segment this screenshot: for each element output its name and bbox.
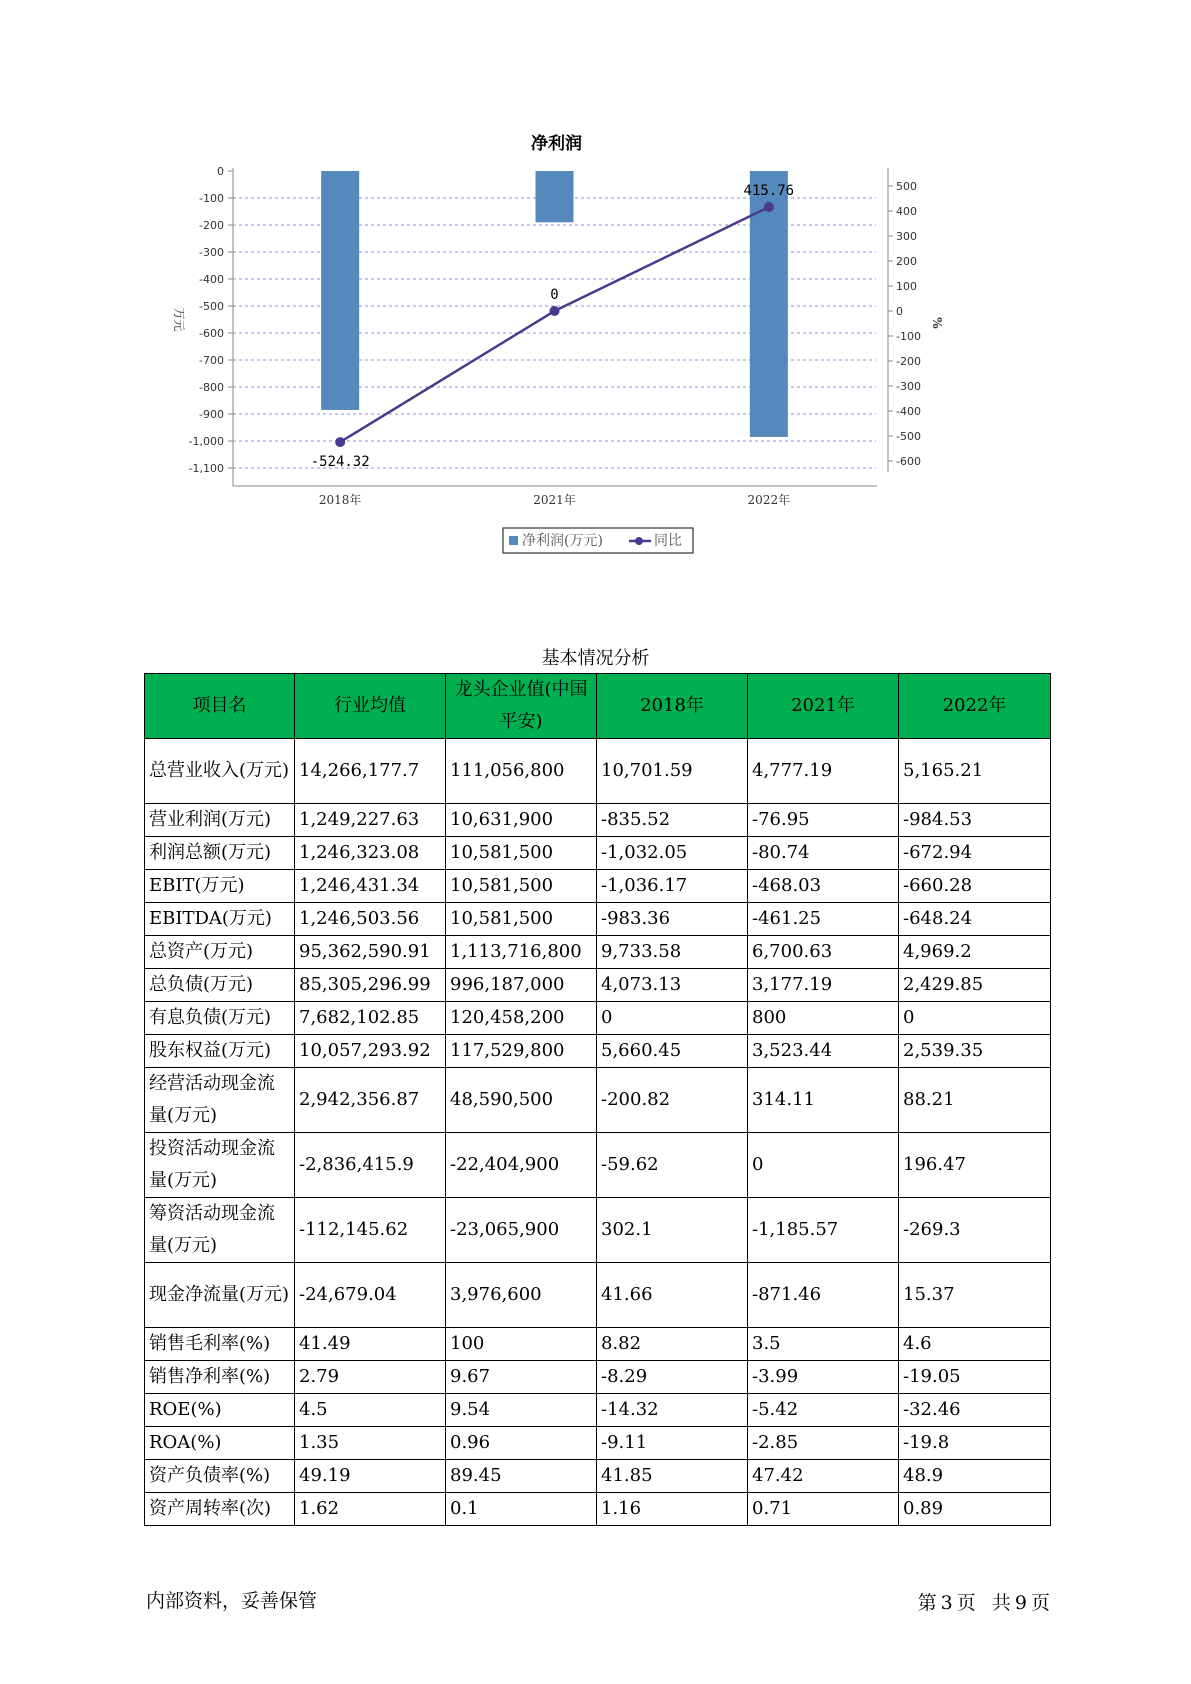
right-tick-label: 500 xyxy=(896,180,917,193)
table-cell: -23,065,900 xyxy=(446,1198,597,1263)
row-label: 总营业收入(万元) xyxy=(145,739,295,804)
table-cell: 4,073.13 xyxy=(597,969,748,1002)
table-cell: -32.46 xyxy=(899,1394,1051,1427)
table-row xyxy=(145,1002,1051,1035)
x-tick-label: 2022年 xyxy=(747,493,791,507)
table-cell: -984.53 xyxy=(899,804,1051,837)
right-tick-label: 200 xyxy=(896,255,917,268)
left-tick-label: -800 xyxy=(199,381,224,394)
total-suffix: 页 xyxy=(1030,1592,1050,1614)
table-cell: 6,700.63 xyxy=(748,936,899,969)
table-cell: 8.82 xyxy=(597,1328,748,1361)
table-row xyxy=(145,870,1051,903)
table-cell: -269.3 xyxy=(899,1198,1051,1263)
table-cell: -461.25 xyxy=(748,903,899,936)
table-row xyxy=(145,1068,1051,1133)
table-cell: 15.37 xyxy=(899,1263,1051,1328)
table-cell: -5.42 xyxy=(748,1394,899,1427)
page-prefix: 第 xyxy=(917,1592,937,1614)
right-tick-label: -500 xyxy=(896,430,921,443)
y-axis-label: 万元 xyxy=(172,307,186,332)
table-cell: 88.21 xyxy=(899,1068,1051,1133)
table-cell: -19.05 xyxy=(899,1361,1051,1394)
header-cell: 2021年 xyxy=(748,674,899,739)
table-cell: 117,529,800 xyxy=(446,1035,597,1068)
table-cell: -3.99 xyxy=(748,1361,899,1394)
table-cell: -80.74 xyxy=(748,837,899,870)
table-cell: 49.19 xyxy=(295,1460,446,1493)
row-label: 股东权益(万元) xyxy=(145,1035,295,1068)
table-row xyxy=(145,1263,1051,1328)
left-tick-label: 0 xyxy=(217,165,224,178)
legend-line-label: 同比 xyxy=(654,533,682,549)
footer-page-number xyxy=(914,1588,1050,1615)
chart-title: 净利润 xyxy=(531,134,582,154)
table-cell: 120,458,200 xyxy=(446,1002,597,1035)
chart-svg xyxy=(150,130,1050,600)
table-cell: -983.36 xyxy=(597,903,748,936)
table-cell: -1,032.05 xyxy=(597,837,748,870)
bar xyxy=(536,171,574,222)
table-cell: 314.11 xyxy=(748,1068,899,1133)
row-label: EBITDA(万元) xyxy=(145,903,295,936)
table-cell: 47.42 xyxy=(748,1460,899,1493)
left-tick-label: -900 xyxy=(199,408,224,421)
table-row xyxy=(145,1493,1051,1526)
table-cell: 10,581,500 xyxy=(446,837,597,870)
table-cell: 4.6 xyxy=(899,1328,1051,1361)
table-cell: -660.28 xyxy=(899,870,1051,903)
table-cell: -9.11 xyxy=(597,1427,748,1460)
table-cell: 9.54 xyxy=(446,1394,597,1427)
table-cell: 1.35 xyxy=(295,1427,446,1460)
table-cell: 10,581,500 xyxy=(446,870,597,903)
header-cell: 2018年 xyxy=(597,674,748,739)
table-cell: 3,177.19 xyxy=(748,969,899,1002)
row-label: 资产负债率(%) xyxy=(145,1460,295,1493)
row-label: EBIT(万元) xyxy=(145,870,295,903)
right-tick-label: -600 xyxy=(896,455,921,468)
table-cell: -112,145.62 xyxy=(295,1198,446,1263)
table-cell: 196.47 xyxy=(899,1133,1051,1198)
table-cell: -2,836,415.9 xyxy=(295,1133,446,1198)
bar xyxy=(321,171,359,410)
table-cell: 2,942,356.87 xyxy=(295,1068,446,1133)
table-cell: 1.16 xyxy=(597,1493,748,1526)
right-tick-label: 100 xyxy=(896,280,917,293)
table-cell: 2.79 xyxy=(295,1361,446,1394)
footer-confidential: 内部资料，妥善保管 xyxy=(146,1590,318,1612)
analysis-table xyxy=(144,673,1051,1526)
table-row xyxy=(145,1133,1051,1198)
table-cell: 0 xyxy=(899,1002,1051,1035)
page-mid: 页 xyxy=(956,1592,976,1614)
table-cell: 89.45 xyxy=(446,1460,597,1493)
table-cell: 3,523.44 xyxy=(748,1035,899,1068)
left-tick-label: -500 xyxy=(199,300,224,313)
table-cell: -14.32 xyxy=(597,1394,748,1427)
table-row xyxy=(145,1328,1051,1361)
line-series xyxy=(340,207,769,442)
row-label: 筹资活动现金流量(万元) xyxy=(145,1198,295,1263)
table-cell: -468.03 xyxy=(748,870,899,903)
row-label: ROE(%) xyxy=(145,1394,295,1427)
right-tick-label: 0 xyxy=(896,305,903,318)
table-cell: -1,185.57 xyxy=(748,1198,899,1263)
table-cell: -1,036.17 xyxy=(597,870,748,903)
table-cell: -59.62 xyxy=(597,1133,748,1198)
table-cell: -2.85 xyxy=(748,1427,899,1460)
total-prefix: 共 xyxy=(991,1592,1011,1614)
right-tick-label: 300 xyxy=(896,230,917,243)
table-cell: 14,266,177.7 xyxy=(295,739,446,804)
row-label: 总负债(万元) xyxy=(145,969,295,1002)
table-cell: 1,246,431.34 xyxy=(295,870,446,903)
table-cell: 2,539.35 xyxy=(899,1035,1051,1068)
table-cell: 10,581,500 xyxy=(446,903,597,936)
data-label: 0 xyxy=(550,287,559,303)
right-tick-label: -400 xyxy=(896,405,921,418)
legend-line-marker xyxy=(635,537,643,545)
table-cell: -672.94 xyxy=(899,837,1051,870)
table-cell: 4,777.19 xyxy=(748,739,899,804)
table-cell: 3,976,600 xyxy=(446,1263,597,1328)
table-cell: 95,362,590.91 xyxy=(295,936,446,969)
table-cell: 41.85 xyxy=(597,1460,748,1493)
table-row xyxy=(145,1035,1051,1068)
table-cell: 0.96 xyxy=(446,1427,597,1460)
row-label: 总资产(万元) xyxy=(145,936,295,969)
table-cell: -200.82 xyxy=(597,1068,748,1133)
table-row xyxy=(145,1394,1051,1427)
table-row xyxy=(145,903,1051,936)
table-cell: 0.1 xyxy=(446,1493,597,1526)
right-tick-label: -100 xyxy=(896,330,921,343)
table-cell: 5,165.21 xyxy=(899,739,1051,804)
table-cell: 9.67 xyxy=(446,1361,597,1394)
table-cell: -8.29 xyxy=(597,1361,748,1394)
table-title: 基本情况分析 xyxy=(541,648,650,669)
table-cell: 1.62 xyxy=(295,1493,446,1526)
table-cell: 7,682,102.85 xyxy=(295,1002,446,1035)
table-row xyxy=(145,837,1051,870)
table-cell: -22,404,900 xyxy=(446,1133,597,1198)
row-label: 营业利润(万元) xyxy=(145,804,295,837)
table-cell: -24,679.04 xyxy=(295,1263,446,1328)
header-cell: 行业均值 xyxy=(295,674,446,739)
header-cell: 2022年 xyxy=(899,674,1051,739)
table-row xyxy=(145,969,1051,1002)
table-cell: 10,057,293.92 xyxy=(295,1035,446,1068)
table-cell: 85,305,296.99 xyxy=(295,969,446,1002)
table-cell: 800 xyxy=(748,1002,899,1035)
table-cell: -648.24 xyxy=(899,903,1051,936)
table-cell: 1,246,323.08 xyxy=(295,837,446,870)
data-label: -524.32 xyxy=(310,454,370,471)
row-label: 经营活动现金流量(万元) xyxy=(145,1068,295,1133)
page-total: 9 xyxy=(1014,1592,1027,1614)
table-cell: 9,733.58 xyxy=(597,936,748,969)
left-tick-label: -300 xyxy=(199,246,224,259)
row-label: 投资活动现金流量(万元) xyxy=(145,1133,295,1198)
table-cell: -835.52 xyxy=(597,804,748,837)
right-tick-label: 400 xyxy=(896,205,917,218)
legend-bar-swatch xyxy=(509,536,518,545)
table-cell: -19.8 xyxy=(899,1427,1051,1460)
row-label: 有息负债(万元) xyxy=(145,1002,295,1035)
header-cell: 龙头企业值(中国平安) xyxy=(446,674,597,739)
table-row xyxy=(145,739,1051,804)
page-current: 3 xyxy=(940,1592,953,1614)
table-cell: -76.95 xyxy=(748,804,899,837)
table-cell: 0 xyxy=(597,1002,748,1035)
x-tick-label: 2021年 xyxy=(533,493,576,507)
net-profit-chart xyxy=(150,130,1050,600)
table-row xyxy=(145,936,1051,969)
left-tick-label: -700 xyxy=(199,354,224,367)
table-cell: 10,701.59 xyxy=(597,739,748,804)
left-tick-label: -1,100 xyxy=(188,462,224,475)
table-cell: 10,631,900 xyxy=(446,804,597,837)
line-point xyxy=(335,437,345,447)
table-row xyxy=(145,804,1051,837)
table-cell: 48.9 xyxy=(899,1460,1051,1493)
table-cell: 302.1 xyxy=(597,1198,748,1263)
table-cell: 100 xyxy=(446,1328,597,1361)
row-label: 现金净流量(万元) xyxy=(145,1263,295,1328)
table-row xyxy=(145,1361,1051,1394)
table-cell: 2,429.85 xyxy=(899,969,1051,1002)
left-tick-label: -1,000 xyxy=(188,435,224,448)
right-tick-label: -200 xyxy=(896,355,921,368)
table-row xyxy=(145,1198,1051,1263)
table-cell: 1,113,716,800 xyxy=(446,936,597,969)
line-point xyxy=(764,202,774,212)
left-tick-label: -200 xyxy=(199,219,224,232)
table-cell: 3.5 xyxy=(748,1328,899,1361)
row-label: 资产周转率(次) xyxy=(145,1493,295,1526)
data-label: 415.76 xyxy=(743,183,795,200)
table-cell: -871.46 xyxy=(748,1263,899,1328)
left-tick-label: -400 xyxy=(199,273,224,286)
table-cell: 5,660.45 xyxy=(597,1035,748,1068)
row-label: 销售毛利率(%) xyxy=(145,1328,295,1361)
table-cell: 1,246,503.56 xyxy=(295,903,446,936)
table-cell: 4,969.2 xyxy=(899,936,1051,969)
header-cell: 项目名 xyxy=(145,674,295,739)
table-cell: 48,590,500 xyxy=(446,1068,597,1133)
table-row xyxy=(145,1427,1051,1460)
table-cell: 1,249,227.63 xyxy=(295,804,446,837)
table-cell: 0.89 xyxy=(899,1493,1051,1526)
table-cell: 111,056,800 xyxy=(446,739,597,804)
table-cell: 0.71 xyxy=(748,1493,899,1526)
left-tick-label: -600 xyxy=(199,327,224,340)
row-label: 利润总额(万元) xyxy=(145,837,295,870)
table-cell: 4.5 xyxy=(295,1394,446,1427)
row-label: 销售净利率(%) xyxy=(145,1361,295,1394)
row-label: ROA(%) xyxy=(145,1427,295,1460)
legend-bar-label: 净利润(万元) xyxy=(522,533,603,549)
table-row xyxy=(145,1460,1051,1493)
table-header-row xyxy=(145,674,1051,739)
table-cell: 41.66 xyxy=(597,1263,748,1328)
left-tick-label: -100 xyxy=(199,192,224,205)
right-tick-label: -300 xyxy=(896,380,921,393)
line-point xyxy=(550,306,560,316)
table-cell: 41.49 xyxy=(295,1328,446,1361)
table-cell: 0 xyxy=(748,1133,899,1198)
x-tick-label: 2018年 xyxy=(318,493,362,507)
y2-axis-label: % xyxy=(930,317,944,329)
table-cell: 996,187,000 xyxy=(446,969,597,1002)
